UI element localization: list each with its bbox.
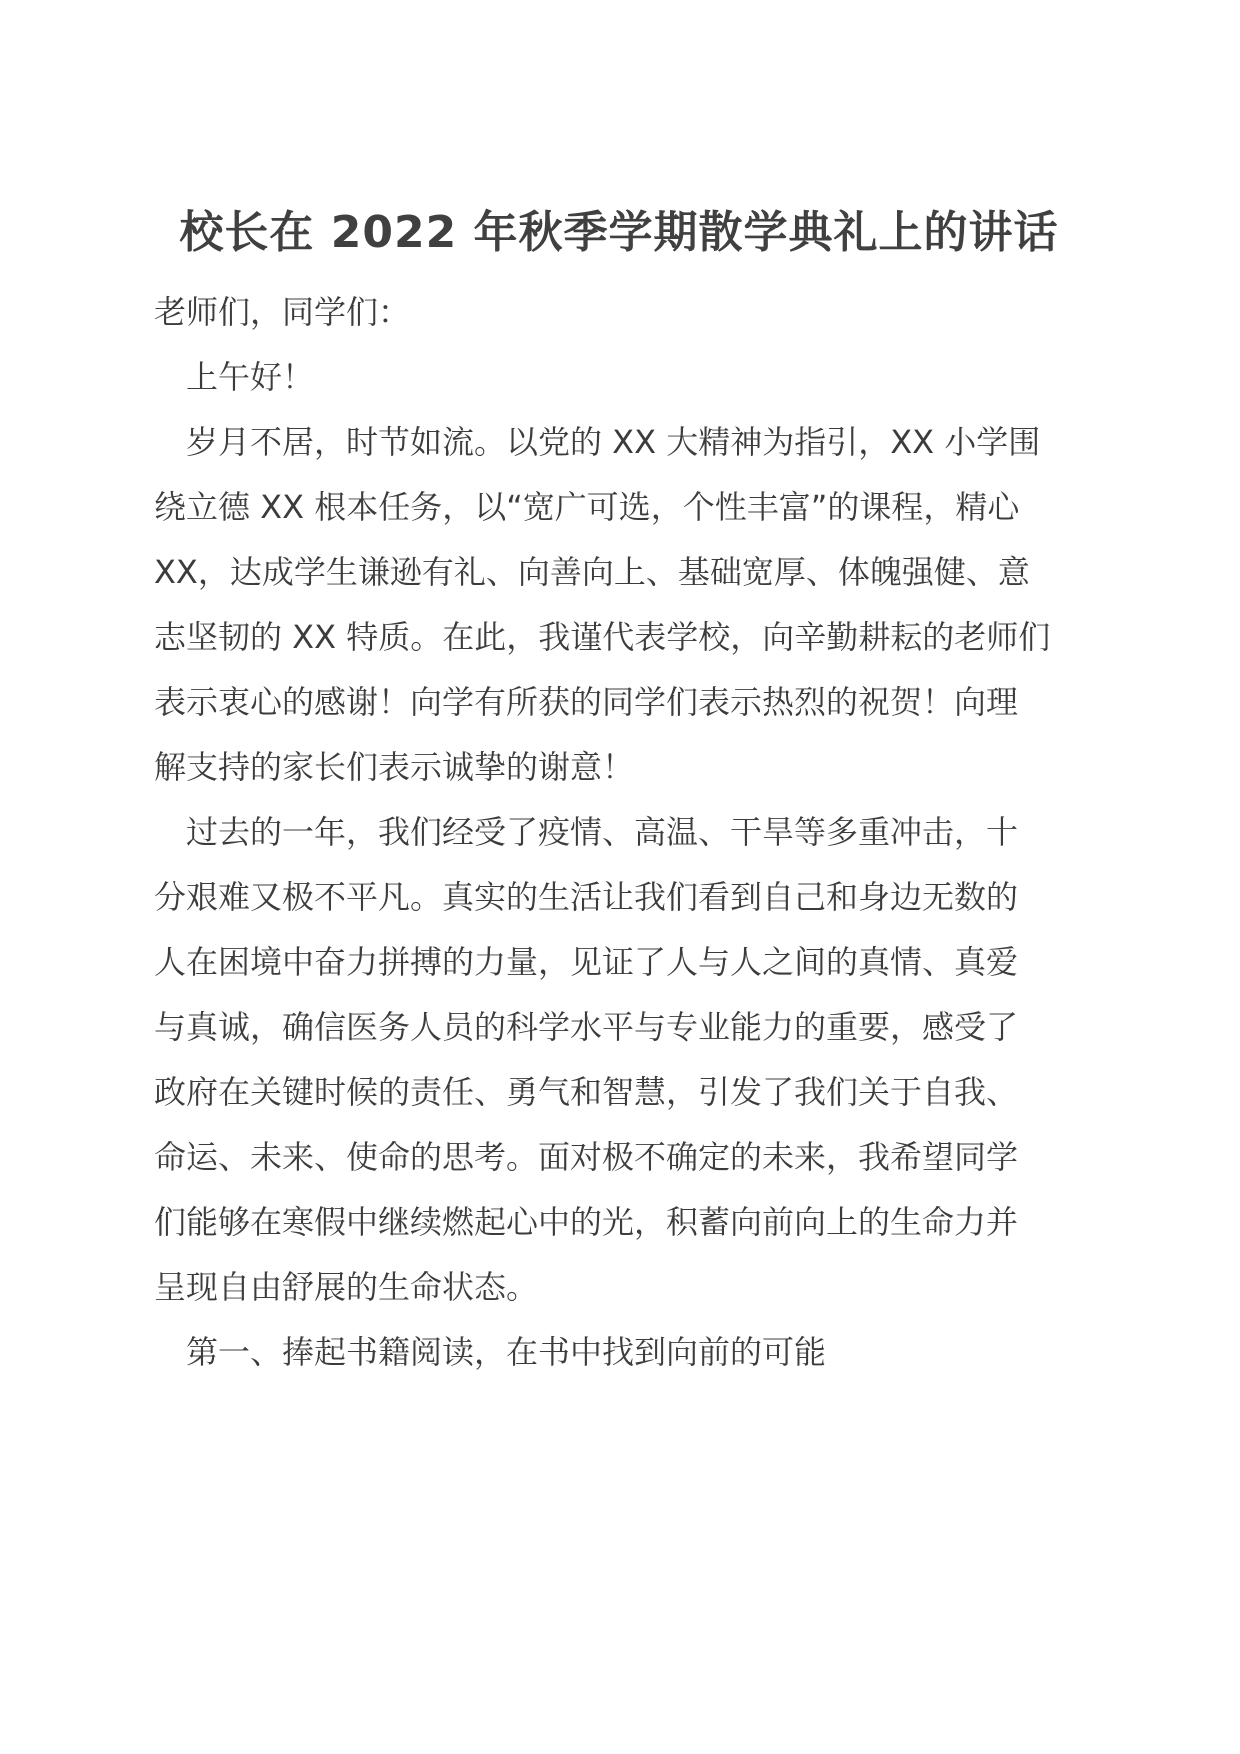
paragraph-line: XX，达成学生谦逊有礼、向善向上、基础宽厚、体魄强健、意 <box>154 553 1030 591</box>
paragraph-intro <box>154 410 1084 800</box>
paragraph-line: 志坚韧的 XX 特质。在此，我谨代表学校，向辛勤耕耘的老师们 <box>154 618 1051 656</box>
paragraph-line: 绕立德 XX 根本任务，以“宽广可选，个性丰富”的课程，精心 <box>154 488 1020 526</box>
paragraph-line: 岁月不居，时节如流。以党的 XX 大精神为指引，XX 小学围 <box>186 423 1041 461</box>
paragraph-line: 解支持的家长们表示诚挚的谢意！ <box>154 748 635 786</box>
paragraph-line: 政府在关键时候的责任、勇气和智慧，引发了我们关于自我、 <box>154 1073 1019 1111</box>
paragraph-line: 与真诚，确信医务人员的科学水平与专业能力的重要，感受了 <box>154 1008 1019 1046</box>
paragraph-line: 人在困境中奋力拼搏的力量，见证了人与人之间的真情、真爱 <box>154 943 1019 981</box>
paragraph-line: 分艰难又极不平凡。真实的生活让我们看到自己和身边无数的 <box>154 878 1019 916</box>
greeting: 上午好！ <box>186 358 315 396</box>
paragraph-line: 表示衷心的感谢！向学有所获的同学们表示热烈的祝贺！向理 <box>154 683 1019 721</box>
paragraph-line: 们能够在寒假中继续燃起心中的光，积蓄向前向上的生命力并 <box>154 1203 1019 1241</box>
paragraph-past-year <box>154 800 1084 1320</box>
paragraph-line: 呈现自由舒展的生命状态。 <box>154 1268 539 1306</box>
section-heading-1: 第一、捧起书籍阅读，在书中找到向前的可能 <box>186 1333 827 1371</box>
document-title: 校长在 2022 年秋季学期散学典礼上的讲话 <box>179 207 1059 258</box>
paragraph-line: 过去的一年，我们经受了疫情、高温、干旱等多重冲击，十 <box>186 813 1019 851</box>
salutation: 老师们，同学们： <box>154 293 411 331</box>
paragraph-line: 命运、未来、使命的思考。面对极不确定的未来，我希望同学 <box>154 1138 1019 1176</box>
document-page <box>154 200 1084 1385</box>
